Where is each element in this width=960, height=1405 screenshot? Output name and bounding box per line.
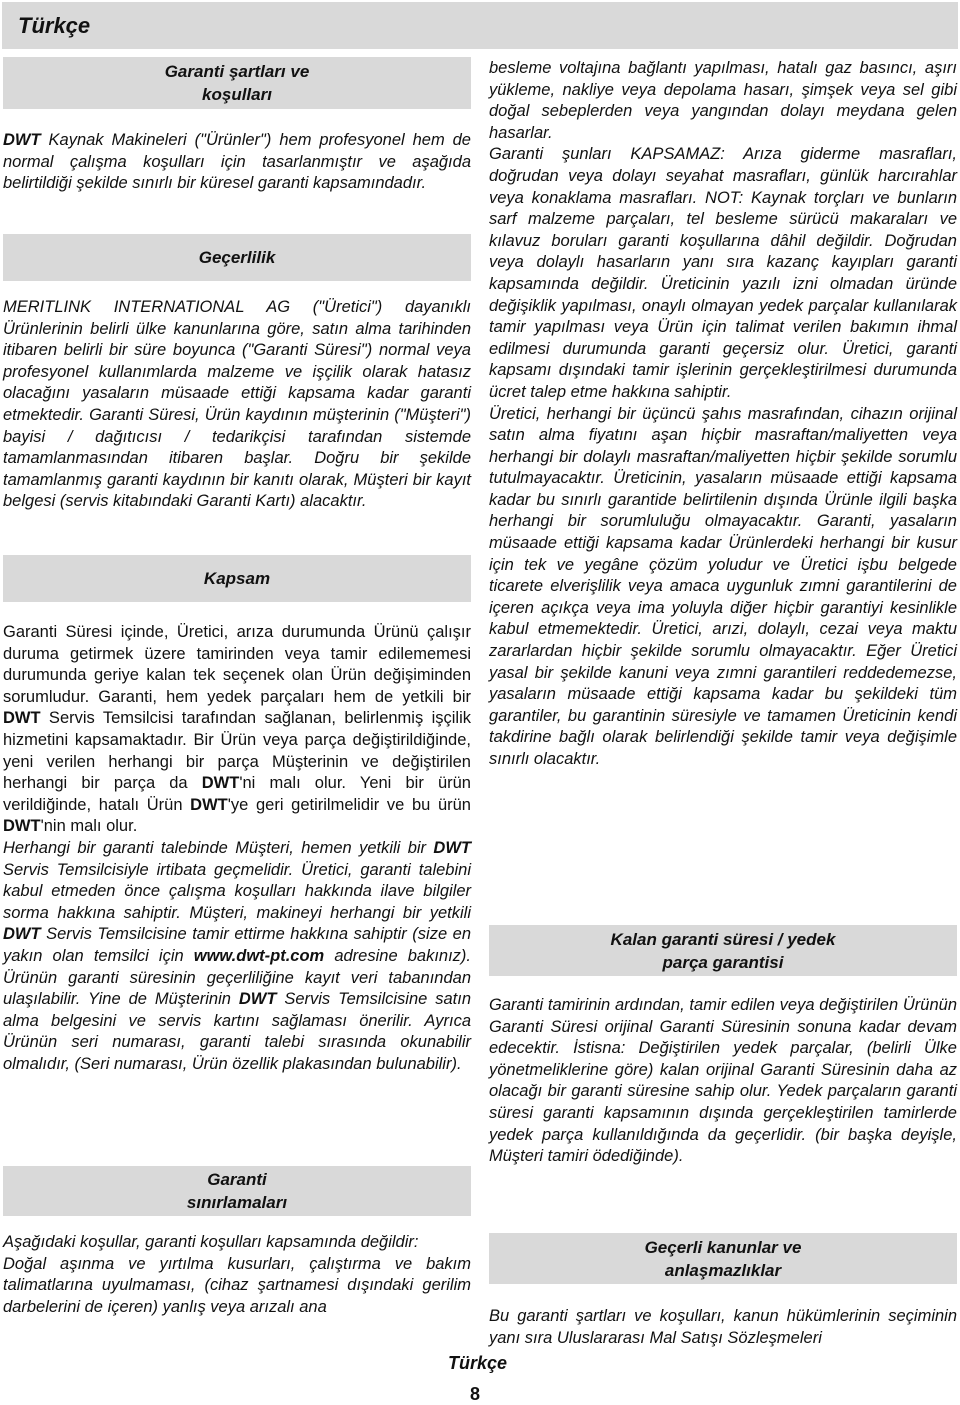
heading-limitations: Garanti sınırlamaları — [3, 1166, 471, 1216]
page-number: 8 — [470, 1384, 481, 1404]
limitations-intro: Aşağıdaki koşullar, garanti koşulları kapsamında değildir: — [3, 1233, 419, 1251]
heading-applicable-laws: Geçerli kanunlar ve anlaşmazlıklar — [489, 1233, 957, 1284]
limitations-paragraph: Doğal aşınma ve yırtılma kusurları, çalıştırma ve bakım talimatlarına uyulmaması, (cihaz şartnamesi dışındaki gerilim darbelerini de içeren) yanlış veya arızalı ana — [3, 1254, 471, 1316]
website-url: www.dwt-pt.com — [193, 946, 325, 965]
intro-paragraph: DWT Kaynak Makineleri ("Ürünler") hem profesyonel hem de normal çalışma koşulları için tasarlanmıştır ve aşağıda belirtildiği şekilde sınırlı bir küresel garanti kapsamındadır. — [3, 131, 471, 193]
right-text-block — [489, 58, 957, 771]
scope-paragraph-2: Herhangi bir garanti talebinde Müşteri, hemen yetkili bir DWT Servis Temsilcisiyle irtibata geçmelidir. Üretici, garanti talebini kabul etmeden önce çalışma koşulları hakkında ilave bilgiler sorma hakkına sahiptir. Müşteri, makineyi herhangi bir yetkili DWT Servis Temsilcisine tamir ettirme hakkına sahiptir (size en yakın olan temsilci için www.dwt-pt.com adresine bakınız). Ürünün garanti süresinin geçerliliğine kayıt veri tabanından ulaşılabilir. Yine de Müşterinin DWT Servis Temsilcisine satın alma belgesini ve servis kartını sağlaması önerilir. Ayrıca Ürünün seri numarası, garanti talebi sırasında okunabilir olmalıdır, (Seri numarası, Ürün özellik plakasından bulunabilir). — [3, 838, 471, 1073]
remaining-warranty-paragraph: Garanti tamirinin ardından, tamir edilen veya değiştirilen Ürünün Garanti Süresi orijinal Garanti Süresinin sonuna kadar devam edecektir. İstisna: Değiştirilen yedek parçalar, (belirli Ülke yönetmeliklerine göre) kalan orijinal Garanti Süresinin daha az olacağı bir garanti süresine sahip olur. Yedek parçaların garanti süresi garanti kapsamının dışında gerçekleştirilen tamirlerde yedek parça kullanıldığında da geçerlidir. (bir başka deyişle, Müşteri tamiri ödediğinde). — [489, 996, 957, 1166]
liability-paragraph: Üretici, herhangi bir üçüncü şahıs masrafından, cihazın orijinal satın alma fiyatını aşan hiçbir masraftan/maliyetten veya herhangi bir dolaylı masraftan/maliyetten hiçbir şekilde sorumlu tutulmayacaktır. Üreticinin, yasaların müsaade ettiği kapsama kadar bu sınırlı garantide belirtilenin dışında Ürünle ilgili başka herhangi bir sorumluluğu olmayacaktır. Garanti, yasaların müsaade ettiği kapsama kadar Ürünlerdeki herhangi bir kusur için tek ve yegâne çözüm yoludur ve Üretici işbu belgede ticarete elverişlilik veya amaca uygunluk zımni garantilerini de içeren açıkça veya ima yoluyla diğer hiçbir garantiyi kesinlikle kabul etmemektedir. Üretici, arızi, dolaylı, cezai veya maktu zararlardan hiçbir şekilde sorumlu olmayacaktır. Eğer Üretici yasal bir şekilde kanuni veya zımni garantileri reddedemezse, yasaların müsaade ettiği kapsama kadar bu şekildeki tüm garantiler, bu garantinin süresiyle ve tamamen Üreticinin kendi takdirine bağlı olarak belirlendiği şekilde tamir veya değişimle sınırlı olacaktır. — [489, 404, 957, 768]
brand-name: DWT — [238, 990, 277, 1009]
limitations-text — [3, 1232, 471, 1318]
brand-name: DWT — [3, 925, 41, 944]
scope-text — [3, 622, 471, 1075]
brand-name: DWT — [3, 817, 41, 836]
heading-remaining-warranty: Kalan garanti süresi / yedek parça garantisi — [489, 925, 957, 976]
validity-paragraph: MERITLINK INTERNATIONAL AG ("Üretici") dayanıklı Ürünlerinin belirli ülke kanunlarına göre, satın alma tarihinden itibaren belirli bir süre boyunca ("Garanti Süresi") normal veya profesyonel kullanımlarda malzeme ve işçilik olarak hatasız olacağını yasaların müsaade ettiği kapsama kadar garanti etmektedir. Garanti Süresi, Ürün kaydının müşterinin ("Müşteri") bayisi / dağıtıcısı / tedarikçisi tarafından sistemde tamamlanmasından itibaren başlar. Doğru bir şekilde tamamlanmış garanti kaydının bir kanıtı olarak, Müşteri bir kayıt belgesi (servis kitabındaki Garanti Kartı) alacaktır. — [3, 298, 471, 511]
brand-name: DWT — [201, 774, 240, 793]
language-title: Türkçe — [18, 12, 91, 38]
language-header-bar — [2, 2, 958, 49]
scope-paragraph-1: Garanti Süresi içinde, Üretici, arıza durumunda Ürünü çalışır duruma getirmek üzere tamirinden veya tamir edilememesi durumunda geriye kalan tek seçenek olan Ürün değişiminden sorumludur. Garanti, hem yedek parçaları hem de yetkili bir DWT Servis Temsilcisi tarafından sağlanan, belirlenmiş işçilik hizmetini kapsamaktadır. Bir Ürün veya parça değiştirildiğinde, yeni verilen herhangi bir parça Müşterinin ve değiştirilen herhangi bir parça da DWT'ni malı olur. Yeni bir ürün verildiğinde, hatalı Ürün DWT'ye geri getirilmelidir ve bu ürün DWT'nin malı olur. — [3, 623, 471, 836]
brand-name: DWT — [3, 709, 41, 728]
applicable-laws-paragraph: Bu garanti şartları ve koşulları, kanun hükümlerinin seçiminin yanı sıra Uluslararası Mal Satışı Sözleşmeleri — [489, 1307, 957, 1347]
brand-name: DWT — [190, 795, 228, 814]
damage-paragraph: besleme voltajına bağlantı yapılması, hatalı gaz basıncı, aşırı yükleme, nakliye veya depolama hasarı, şimşek veya sel gibi doğal sebeplerden veya yangından dolayı meydana gelen hasarlar. — [489, 59, 957, 142]
footer-language: Türkçe — [448, 1353, 508, 1373]
brand-name: DWT — [433, 838, 471, 857]
heading-warranty-terms: Garanti şartları ve koşulları — [3, 57, 471, 109]
heading-validity: Geçerlilik — [3, 234, 471, 281]
exclusions-paragraph: Garanti şunları KAPSAMAZ: Arıza giderme masrafları, doğrudan veya dolayı seyahat masrafları, günlük harcırahlar veya konaklama masrafları. NOT: Kaynak torçları ve bunların sarf malzeme parçaları, tel besleme sürücü makaraları ve kılavuz boruları garanti koşullarına dâhil değildir. Doğrudan veya dolaylı hasarların yanı sıra kazanç kayıpları garanti kapsamında değildir. Üreticinin yazılı izni olmadan üründe değişiklik yapılması, onaylı olmayan yedek parçalar kullanılarak tamir yapılması veya Ürün için talimat verilen bakımın ihmal edilmesi durumunda garanti geçersiz olur. Üretici, garanti kapsamı dışındaki tamir işlerinin gerçekleştirilmesi durumunda ücret talep etme hakkına sahiptir. — [489, 145, 957, 401]
brand-name: DWT — [3, 131, 41, 149]
heading-scope: Kapsam — [3, 555, 471, 602]
